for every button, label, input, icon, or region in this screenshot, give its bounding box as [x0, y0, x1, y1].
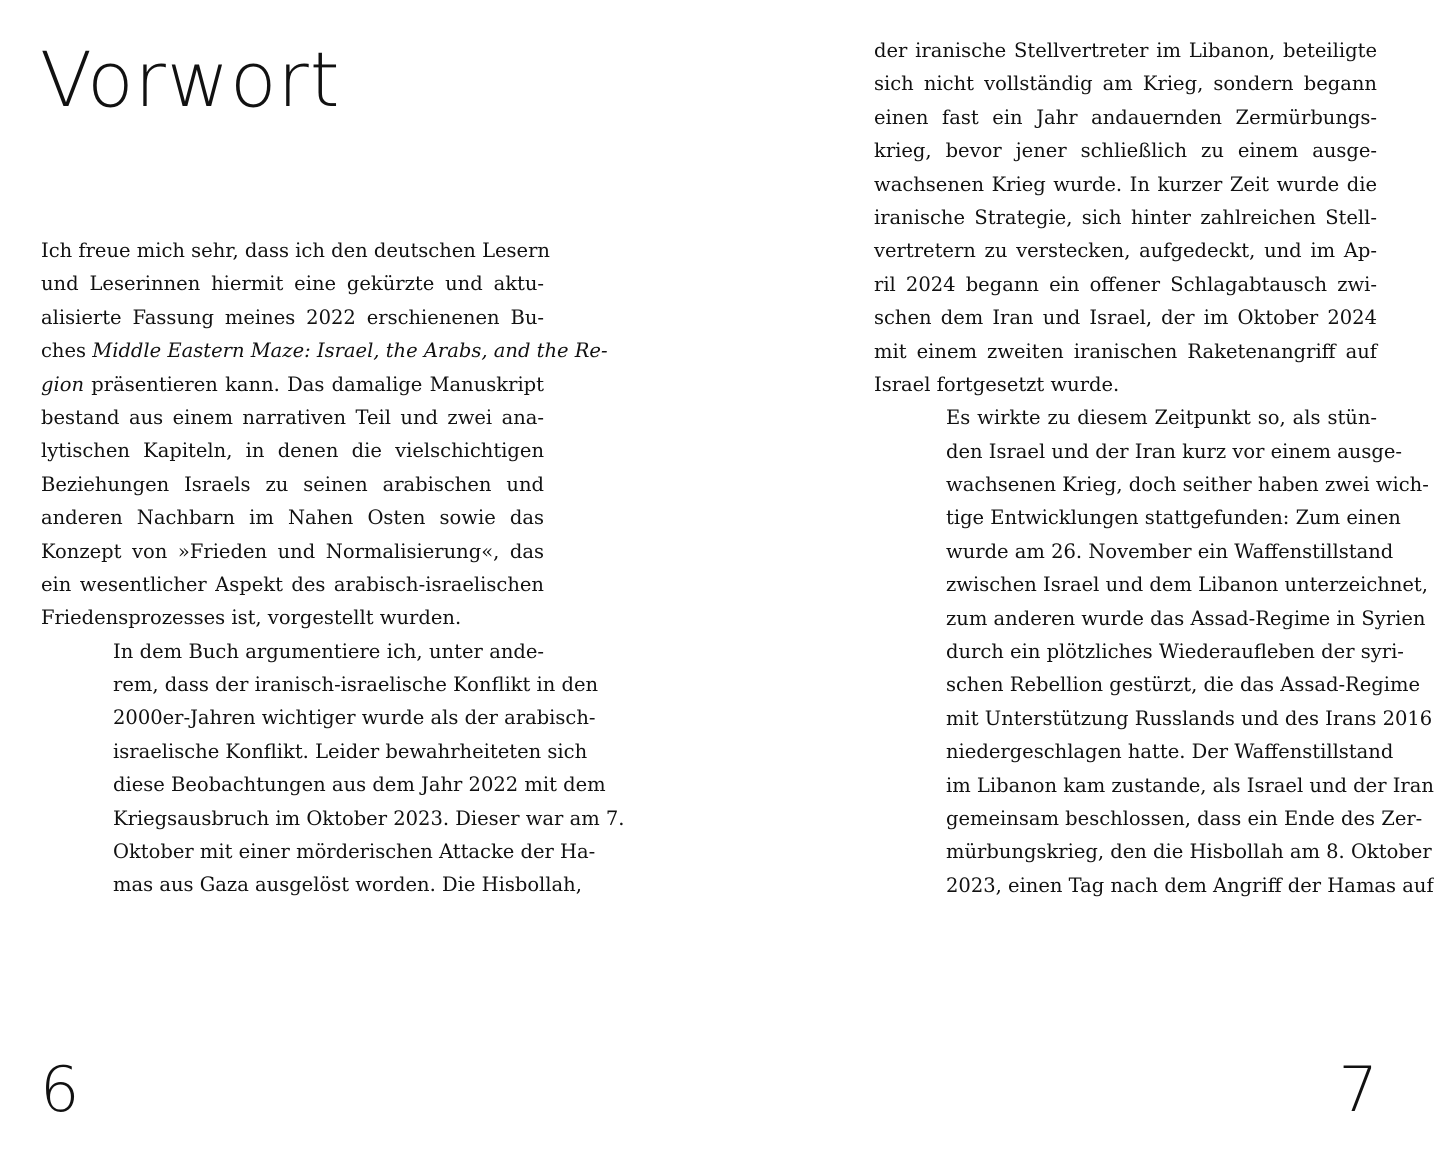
text-line: Konzept von »Frieden und Normalisierung«, das [41, 539, 544, 563]
text-line: 2000er-Jahren wichtiger wurde als der arabisch- [113, 706, 596, 730]
text-line: israelische Konflikt. Leider bewahrheiteten sich [113, 739, 588, 763]
text-line: schen dem Iran und Israel, der im Oktober 2024 [874, 306, 1377, 330]
text-line: Friedensprozesses ist, vorgestellt wurden. [41, 606, 462, 630]
text-line: ril 2024 begann ein offener Schlagabtausch zwi- [874, 272, 1377, 296]
text-line: mit einem zweiten iranischen Raketenangriff auf [874, 339, 1377, 363]
text-line: mas aus Gaza ausgelöst worden. Die Hisbollah, [113, 873, 582, 897]
text-line: alisierte Fassung meines 2022 erschienenen Bu- [41, 305, 544, 329]
text-line: Kriegsausbruch im Oktober 2023. Dieser war am 7. [113, 806, 625, 830]
text-line: tige Entwicklungen stattgefunden: Zum einen [946, 506, 1401, 530]
text-line: Ich freue mich sehr, dass ich den deutschen Lesern [41, 239, 550, 262]
text-line: durch ein plötzliches Wiederaufleben der syri- [946, 640, 1404, 664]
text-line: schen Rebellion gestürzt, die das Assad-Regime [946, 673, 1421, 697]
left-text-column [41, 234, 625, 902]
italic-book-title: Middle Eastern Maze: Israel, the Arabs, and the Re- [92, 339, 608, 363]
text-line: ein wesentlicher Aspekt des arabisch-israelischen [41, 572, 544, 596]
text-line: Es wirkte zu diesem Zeitpunkt so, als stün- [946, 406, 1377, 430]
text-line: den Israel und der Iran kurz vor einem ausge- [946, 439, 1402, 463]
text-line: zum anderen wurde das Assad-Regime in Syrien [946, 606, 1426, 630]
text-line: sich nicht vollständig am Krieg, sondern begann [874, 72, 1377, 96]
left-page [0, 0, 709, 1152]
text-line: 2023, einen Tag nach dem Angriff der Hamas auf [946, 873, 1434, 897]
text-line: Israel fortgesetzt wurde. [874, 372, 1120, 396]
text-line: In dem Buch argumentiere ich, unter ande- [113, 639, 544, 663]
page-number-left: 6 [40, 1053, 80, 1126]
paragraph [874, 401, 1434, 902]
italic-book-title: gion [41, 372, 85, 396]
text-line: zwischen Israel und dem Libanon unterzeichnet, [946, 573, 1428, 597]
paragraph [41, 234, 608, 635]
text-line: niedergeschlagen hatte. Der Waffenstillstand [946, 740, 1394, 764]
chapter-heading: Vorwort [40, 35, 341, 124]
text-line: Oktober mit einer mörderischen Attacke der Ha- [113, 840, 596, 864]
text-line: vertretern zu verstecken, aufgedeckt, und im Ap- [874, 239, 1377, 263]
text-line: rem, dass der iranisch-israelische Konflikt in den [113, 673, 599, 697]
right-text-column [874, 34, 1434, 902]
text-line: einen fast ein Jahr andauernden Zermürbungs- [874, 105, 1377, 129]
text-line [41, 368, 544, 401]
text-line [41, 334, 608, 367]
text-line: anderen Nachbarn im Nahen Osten sowie das [41, 506, 544, 530]
text-line: mit Unterstützung Russlands und des Irans 2016 [946, 706, 1433, 730]
page-number-right: 7 [1338, 1053, 1378, 1126]
text-line: wachsenen Krieg wurde. In kurzer Zeit wurde die [874, 172, 1377, 196]
text-line: krieg, bevor jener schließlich zu einem ausge- [874, 139, 1377, 163]
text-segment: präsentieren kann. Das damalige Manuskript [84, 372, 544, 396]
paragraph [874, 34, 1377, 401]
text-line: gemeinsam beschlossen, dass ein Ende des Zer- [946, 806, 1423, 830]
text-line: lytischen Kapiteln, in denen die vielschichtigen [41, 439, 544, 463]
text-line: der iranische Stellvertreter im Libanon, beteiligte [874, 39, 1377, 62]
text-line: iranische Strategie, sich hinter zahlreichen Stell- [874, 205, 1377, 229]
paragraph [41, 635, 625, 902]
text-line: und Leserinnen hiermit eine gekürzte und aktu- [41, 272, 544, 296]
text-segment: ches [41, 339, 93, 363]
text-line: mürbungskrieg, den die Hisbollah am 8. Oktober [946, 840, 1432, 864]
text-line: im Libanon kam zustande, als Israel und der Iran [946, 773, 1434, 797]
text-line: wurde am 26. November ein Waffenstillstand [946, 539, 1394, 563]
text-line: wachsenen Krieg, doch seither haben zwei wich- [946, 473, 1429, 497]
text-line: bestand aus einem narrativen Teil und zwei ana- [41, 405, 544, 429]
text-line: diese Beobachtungen aus dem Jahr 2022 mit dem [113, 773, 606, 797]
right-page [709, 0, 1434, 1152]
text-line: Beziehungen Israels zu seinen arabischen und [41, 472, 544, 496]
